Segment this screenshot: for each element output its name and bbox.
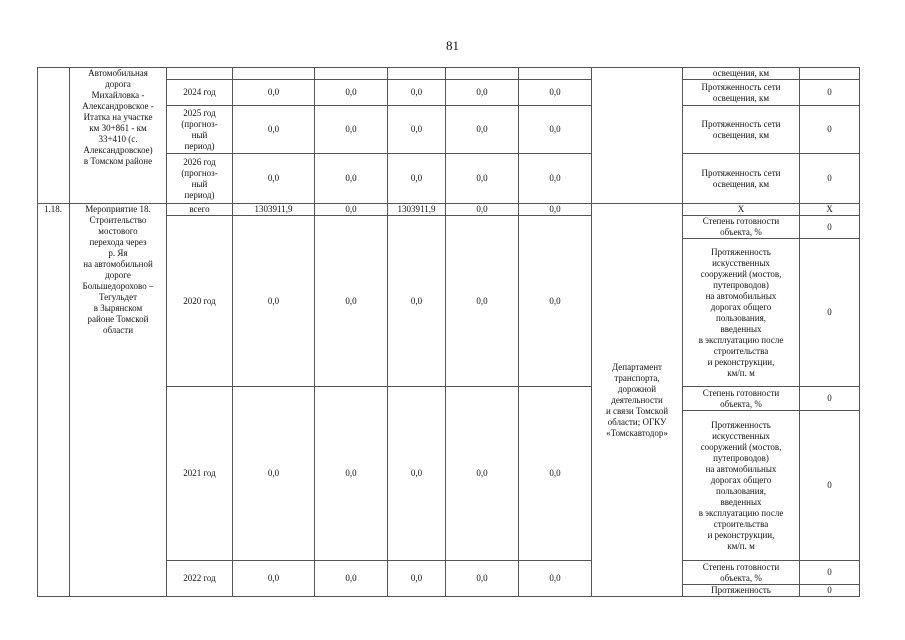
value-cell: 0,0: [446, 106, 519, 154]
indicator-value-cell: 0: [800, 154, 860, 204]
indicator-value-cell: X: [800, 204, 860, 216]
executor-cell: [592, 68, 683, 204]
indicator-cell: Протяженность искусственных сооружений (мостов, путепроводов) на автомобильных дорогах общего пользования, введенных в эксплуатацию после строительства и реконструкции, км/п. м: [683, 411, 800, 561]
year-cell: 2025 год (прогноз- ный период): [167, 106, 233, 154]
value-cell: 0,0: [388, 216, 446, 387]
value-cell: 0,0: [446, 204, 519, 216]
value-cell: 0,0: [519, 561, 592, 597]
value-cell: 0,0: [446, 154, 519, 204]
page-number: 81: [446, 38, 459, 53]
value-cell: 0,0: [519, 106, 592, 154]
value-cell: 0,0: [519, 387, 592, 561]
year-cell: всего: [167, 204, 233, 216]
value-cell: 0,0: [233, 106, 315, 154]
value-cell: 1303911,9: [388, 204, 446, 216]
value-cell: 0,0: [315, 216, 388, 387]
value-cell: 1303911,9: [233, 204, 315, 216]
value-cell: 0,0: [446, 80, 519, 106]
value-cell: 0,0: [315, 204, 388, 216]
value-cell: 0,0: [233, 154, 315, 204]
indicator-value-cell: 0: [800, 561, 860, 585]
indicator-cell: Степень готовности объекта, %: [683, 216, 800, 239]
value-cell: 0,0: [315, 561, 388, 597]
indicator-value-cell: 0: [800, 585, 860, 597]
table-row: [38, 68, 860, 80]
indicator-value-cell: 0: [800, 106, 860, 154]
indicator-cell: Протяженность искусственных сооружений (мостов, путепроводов) на автомобильных дорогах общего пользования, введенных в эксплуатацию после строительства и реконструкции, км/п. м: [683, 239, 800, 387]
value-cell: 0,0: [315, 154, 388, 204]
value-cell: 0,0: [233, 561, 315, 597]
value-cell: 0,0: [315, 106, 388, 154]
value-cell: 0,0: [519, 216, 592, 387]
value-cell: 0,0: [519, 80, 592, 106]
value-cell: 0,0: [233, 387, 315, 561]
value-cell: 0,0: [446, 561, 519, 597]
value-cell: 0,0: [388, 387, 446, 561]
year-cell: 2026 год (прогноз- ный период): [167, 154, 233, 204]
value-cell: 0,0: [233, 216, 315, 387]
indicator-cell: Протяженность: [683, 585, 800, 597]
indicator-value-cell: 0: [800, 239, 860, 387]
value-cell: 0,0: [388, 106, 446, 154]
value-cell: 0,0: [315, 80, 388, 106]
value-cell: 0,0: [519, 204, 592, 216]
indicator-cell: Протяженность сети освещения, км: [683, 80, 800, 106]
indicator-cell: X: [683, 204, 800, 216]
year-cell: 2020 год: [167, 216, 233, 387]
indicator-value-cell: 0: [800, 80, 860, 106]
indicator-value-cell: 0: [800, 216, 860, 239]
year-cell: 2024 год: [167, 80, 233, 106]
program-table: [37, 67, 860, 597]
item-name-cell: Мероприятие 18. Строительство мостового перехода через р. Яя на автомобильной дороге Большедорохово – Тегульдет в Зырянском районе Томской области: [70, 204, 167, 597]
value-cell: 0,0: [446, 387, 519, 561]
indicator-cell: Степень готовности объекта, %: [683, 387, 800, 411]
executor-cell: Департамент транспорта, дорожной деятельности и связи Томской области; ОГКУ «Томскавтодор»: [592, 204, 683, 597]
indicator-value-cell: 0: [800, 411, 860, 561]
item-number-cell: 1.18.: [38, 204, 70, 597]
indicator-cell: Протяженность сети освещения, км: [683, 154, 800, 204]
value-cell: 0,0: [388, 80, 446, 106]
value-cell: 0,0: [388, 154, 446, 204]
indicator-cell: Протяженность сети освещения, км: [683, 106, 800, 154]
indicator-cell: освещения, км: [683, 68, 800, 80]
year-cell: 2021 год: [167, 387, 233, 561]
value-cell: 0,0: [315, 387, 388, 561]
value-cell: 0,0: [233, 80, 315, 106]
indicator-value-cell: 0: [800, 387, 860, 411]
item-name-cell: Автомобильная дорога Михайловка - Александровское - Итатка на участке км 30+861 - км 33+410 (с. Александровское) в Томском районе: [70, 68, 167, 204]
value-cell: 0,0: [519, 154, 592, 204]
value-cell: 0,0: [388, 561, 446, 597]
indicator-cell: Степень готовности объекта, %: [683, 561, 800, 585]
year-cell: 2022 год: [167, 561, 233, 597]
table-row: [38, 204, 860, 216]
value-cell: 0,0: [446, 216, 519, 387]
item-number-cell: [38, 68, 70, 204]
